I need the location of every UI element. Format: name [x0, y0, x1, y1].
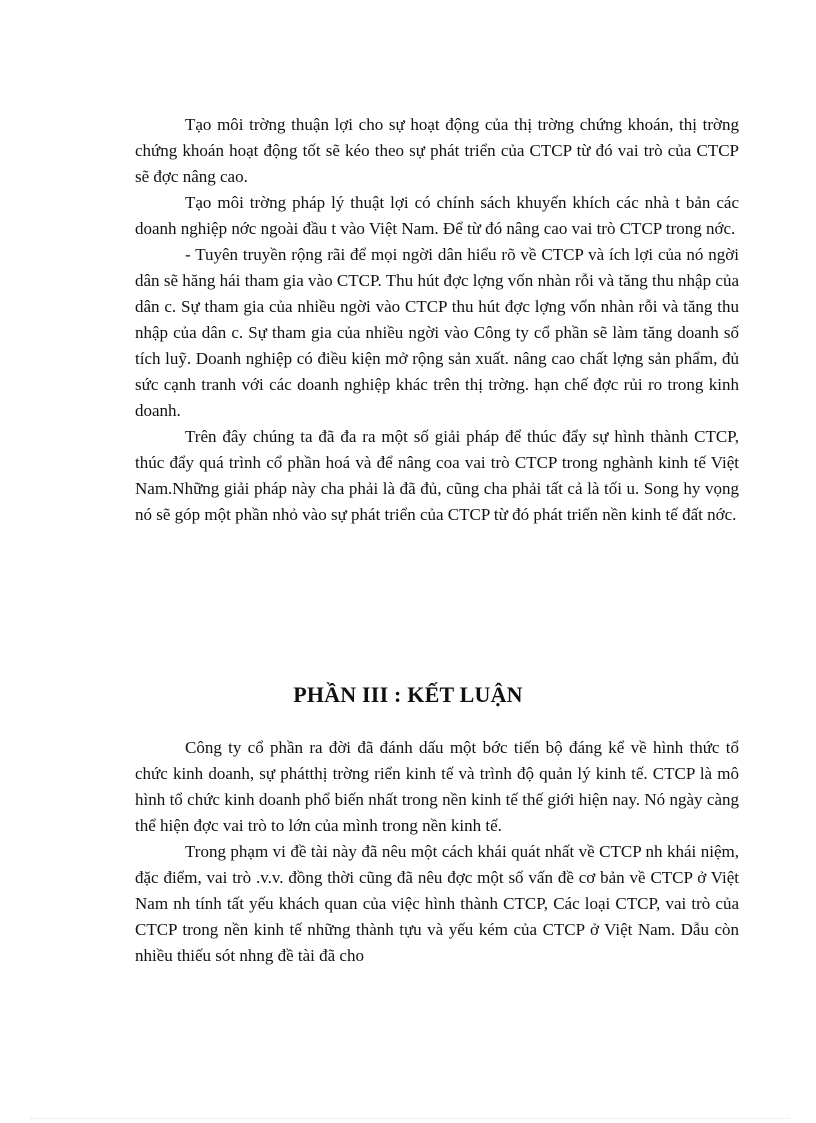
paragraph-public-awareness: - Tuyên truyền rộng rãi để mọi ngời dân hiểu rõ về CTCP và ích lợi của nó ngời dân sẽ hăng hái tham gia vào CTCP. Thu hút đợc lợng vốn nhàn rỗi và tăng thu nhập của dân c. Sự tham gia của nhiều ngời vào CTCP thu hút đợc lợng vốn nhàn rỗi và tăng thu nhập của dân c. Sự tham gia của nhiều ngời vào Công ty cổ phần sẽ làm tăng doanh số tích luỹ. Doanh nghiệp có điều kiện mở rộng sản xuất. nâng cao chất lợng sản phẩm, đủ sức cạnh tranh với các doanh nghiệp khác trên thị trờng. hạn chế đợc rủi ro trong kinh doanh. [135, 245, 739, 420]
conclusion-section [135, 735, 739, 969]
paragraph-conclusion-scope: Trong phạm vi đề tài này đã nêu một cách khái quát nhất về CTCP nh khái niệm, đặc điểm, vai trò .v.v. đồng thời cũng đã nêu đợc một số vấn đề cơ bản về CTCP ở Việt Nam nh tính tất yếu khách quan của việc hình thành CTCP, Các loại CTCP, vai trò của CTCP trong nền kinh tế những thành tựu và yếu kém của CTCP ở Việt Nam. Dẫu còn nhiều thiếu sót nhng đề tài đã cho [135, 842, 739, 965]
solutions-section [135, 112, 739, 528]
section-heading-conclusion: PHẦN III : KẾT LUẬN [293, 682, 523, 707]
page-bottom-divider [30, 1118, 790, 1119]
paragraph-legal-environment: Tạo môi trờng pháp lý thuật lợi có chính sách khuyến khích các nhà t bản các doanh nghiệp nớc ngoài đầu t vào Việt Nam. Để từ đó nâng cao vai trò CTCP trong nớc. [135, 193, 739, 238]
paragraph-conclusion-intro: Công ty cổ phần ra đời đã đánh dấu một bớc tiến bộ đáng kể về hình thức tổ chức kinh doanh, sự phátthị trờng riển kinh tế và trình độ quản lý kinh tế. CTCP là mô hình tổ chức kinh doanh phổ biến nhất trong nền kinh tế thế giới hiện nay. Nó ngày càng thể hiện đợc vai trò to lớn của mình trong nền kinh tế. [135, 738, 739, 835]
paragraph-solutions-summary: Trên đây chúng ta đã đa ra một số giải pháp để thúc đẩy sự hình thành CTCP, thúc đẩy quá trình cổ phần hoá và để nâng coa vai trò CTCP trong nghành kinh tế Việt Nam.Những giải pháp này cha phải là đã đủ, cũng cha phải tất cả là tối u. Song hy vọng nó sẽ góp một phần nhỏ vào sự phát triển của CTCP từ đó phát triển nền kinh tế đất nớc. [135, 427, 739, 524]
paragraph-market-environment: Tạo môi trờng thuận lợi cho sự hoạt động của thị trờng chứng khoán, thị trờng chứng khoán hoạt động tốt sẽ kéo theo sự phát triển của CTCP từ đó vai trò của CTCP sẽ đợc nâng cao. [135, 115, 739, 186]
